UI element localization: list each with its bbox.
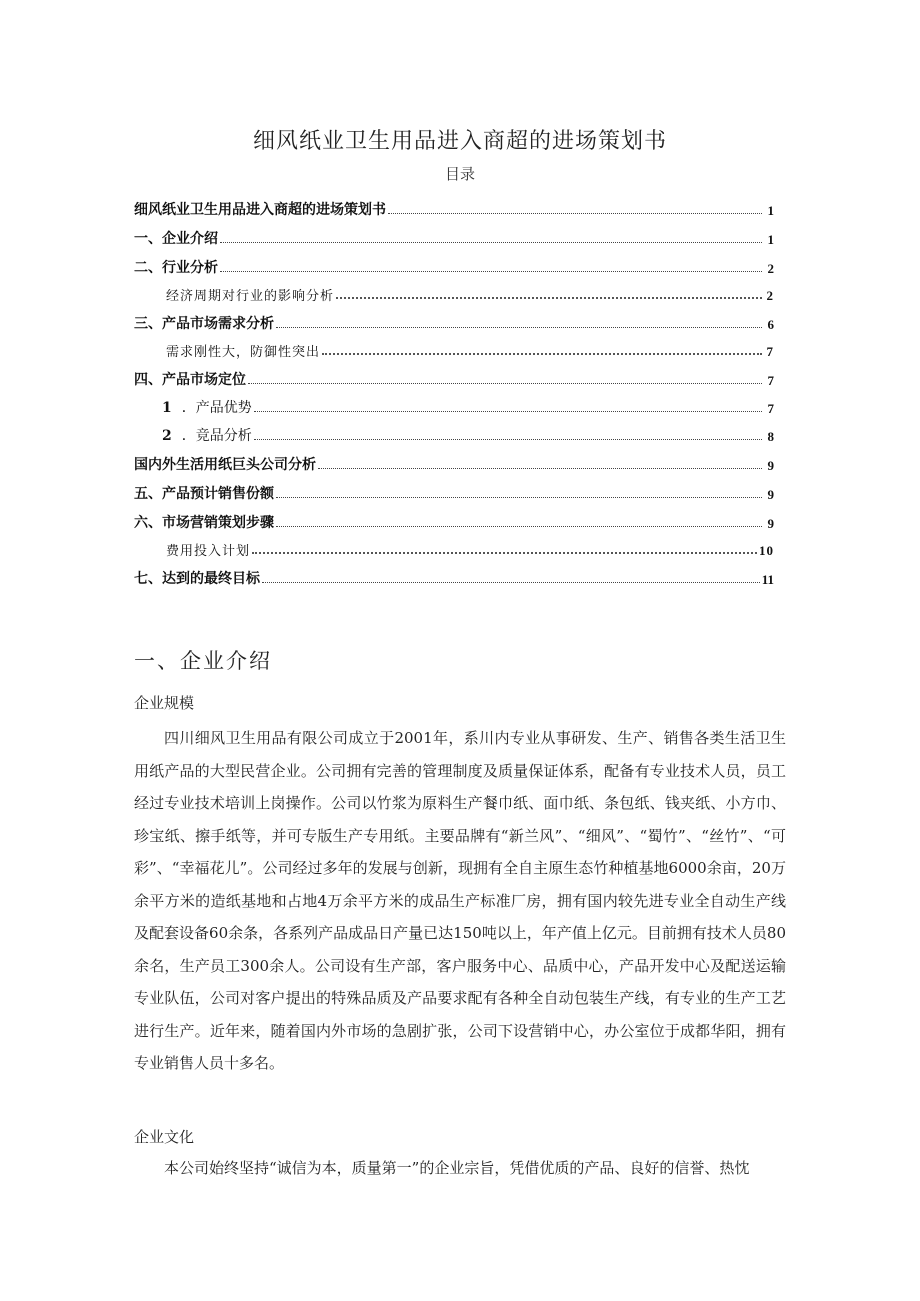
toc-entry[interactable]	[134, 474, 774, 503]
toc-entry[interactable]	[134, 532, 774, 559]
toc-page-number: 6	[767, 317, 774, 332]
toc-entry[interactable]	[134, 360, 774, 389]
toc-leader-dots	[262, 582, 760, 583]
toc-page-number: 2	[766, 288, 774, 303]
toc-entry[interactable]	[134, 445, 774, 474]
toc-entry-text	[134, 397, 252, 417]
document-title: 细风纸业卫生用品进入商超的进场策划书	[252, 129, 667, 154]
subsection-heading-culture: 企业文化	[134, 1128, 195, 1146]
subsection-heading-scale: 企业规模	[134, 694, 195, 712]
toc-leader-dots	[276, 497, 762, 498]
toc-entry[interactable]	[134, 559, 774, 588]
toc-leader-dots	[254, 411, 762, 412]
toc-entry[interactable]	[134, 190, 774, 219]
table-of-contents	[134, 190, 774, 588]
toc-entry[interactable]	[134, 219, 774, 248]
toc-page-number: 7	[766, 344, 774, 359]
toc-page-number: 11	[761, 572, 774, 587]
toc-page-number: 9	[767, 516, 774, 531]
toc-entry-text: 经济周期对行业的影响分析	[166, 289, 335, 304]
toc-leader-dots	[276, 526, 762, 527]
toc-page-number: 1	[767, 203, 774, 218]
toc-leader-dots	[318, 468, 762, 469]
toc-page-number: 7	[767, 373, 774, 388]
toc-leader-dots	[252, 552, 757, 554]
toc-entry[interactable]	[134, 248, 774, 277]
toc-entry-text: 国内外生活用纸巨头公司分析	[134, 457, 316, 473]
toc-entry-label: ．竞品分析	[181, 428, 252, 444]
toc-entry-text: 需求刚性大，防御性突出	[166, 345, 321, 360]
toc-entry-text: 四、产品市场定位	[134, 372, 246, 388]
toc-leader-dots	[248, 383, 762, 384]
toc-entry[interactable]	[134, 277, 774, 304]
toc-entry[interactable]	[134, 333, 774, 360]
toc-entry[interactable]	[134, 417, 774, 445]
toc-entry-text: 五、产品预计销售份额	[134, 486, 274, 502]
toc-entry-label: ．产品优势	[181, 400, 252, 416]
toc-entry-text	[134, 425, 252, 445]
toc-entry-text: 七、达到的最终目标	[134, 571, 260, 587]
toc-page-number: 2	[767, 261, 774, 276]
toc-entry-text: 费用投入计划	[166, 544, 251, 559]
toc-leader-dots	[388, 213, 762, 214]
toc-page-number: 9	[767, 458, 774, 473]
toc-entry[interactable]	[134, 389, 774, 417]
toc-entry[interactable]	[134, 304, 774, 333]
toc-page-number: 1	[767, 232, 774, 247]
paragraph-company-scale: 四川细风卫生用品有限公司成立于2001年，系川内专业从事研发、生产、销售各类生活卫生用纸产品的大型民营企业。公司拥有完善的管理制度及质量保证体系，配备有专业技术人员，员工经过专业技术培训上岗操作。公司以竹浆为原料生产餐巾纸、面巾纸、条包纸、钱夹纸、小方巾、珍宝纸、擦手纸等，并可专版生产专用纸。主要品牌有“新兰风”、“细风”、“蜀竹”、“丝竹”、“可彩”、“幸福花儿”。公司经过多年的发展与创新，现拥有全自主原生态竹种植基地6000余亩，20万余平方米的造纸基地和占地4万余平方米的成品生产标准厂房，拥有国内较先进专业全自动生产线及配套设备60余条，各系列产品成品日产量已达150吨以上，年产值上亿元。目前拥有技术人员80余名，生产员工300余人。公司设有生产部，客户服务中心、品质中心，产品开发中心及配送运输专业队伍，公司对客户提出的特殊品质及产品要求配有各种全自动包装生产线，有专业的生产工艺进行生产。近年来，随着国内外市场的急剧扩张，公司下设营销中心，办公室位于成都华阳，拥有专业销售人员十多名。	[134, 729, 786, 1072]
toc-page-number: 9	[767, 487, 774, 502]
toc-entry-text: 二、行业分析	[134, 260, 218, 276]
toc-leader-dots	[336, 297, 762, 299]
toc-page-number: 8	[767, 429, 774, 444]
section-heading: 一、企业介绍	[134, 649, 272, 673]
toc-entry[interactable]	[134, 503, 774, 532]
toc-leader-dots	[220, 242, 762, 243]
toc-leader-dots	[220, 271, 762, 272]
toc-leader-dots	[276, 327, 762, 328]
toc-entry-text: 细风纸业卫生用品进入商超的进场策划书	[134, 202, 386, 218]
toc-entry-number: 1	[162, 400, 172, 416]
toc-leader-dots	[254, 439, 762, 440]
toc-entry-text: 六、市场营销策划步骤	[134, 515, 274, 531]
toc-leader-dots	[322, 353, 762, 355]
toc-entry-text: 一、企业介绍	[134, 231, 218, 247]
toc-entry-text: 三、产品市场需求分析	[134, 316, 274, 332]
toc-heading: 目录	[444, 165, 475, 183]
toc-page-number: 10	[759, 543, 774, 558]
paragraph-company-culture: 本公司始终坚持“诚信为本，质量第一”的企业宗旨，凭借优质的产品、良好的信誉、热忱	[164, 1159, 750, 1177]
toc-page-number: 7	[767, 401, 774, 416]
toc-entry-number: 2	[162, 428, 172, 444]
